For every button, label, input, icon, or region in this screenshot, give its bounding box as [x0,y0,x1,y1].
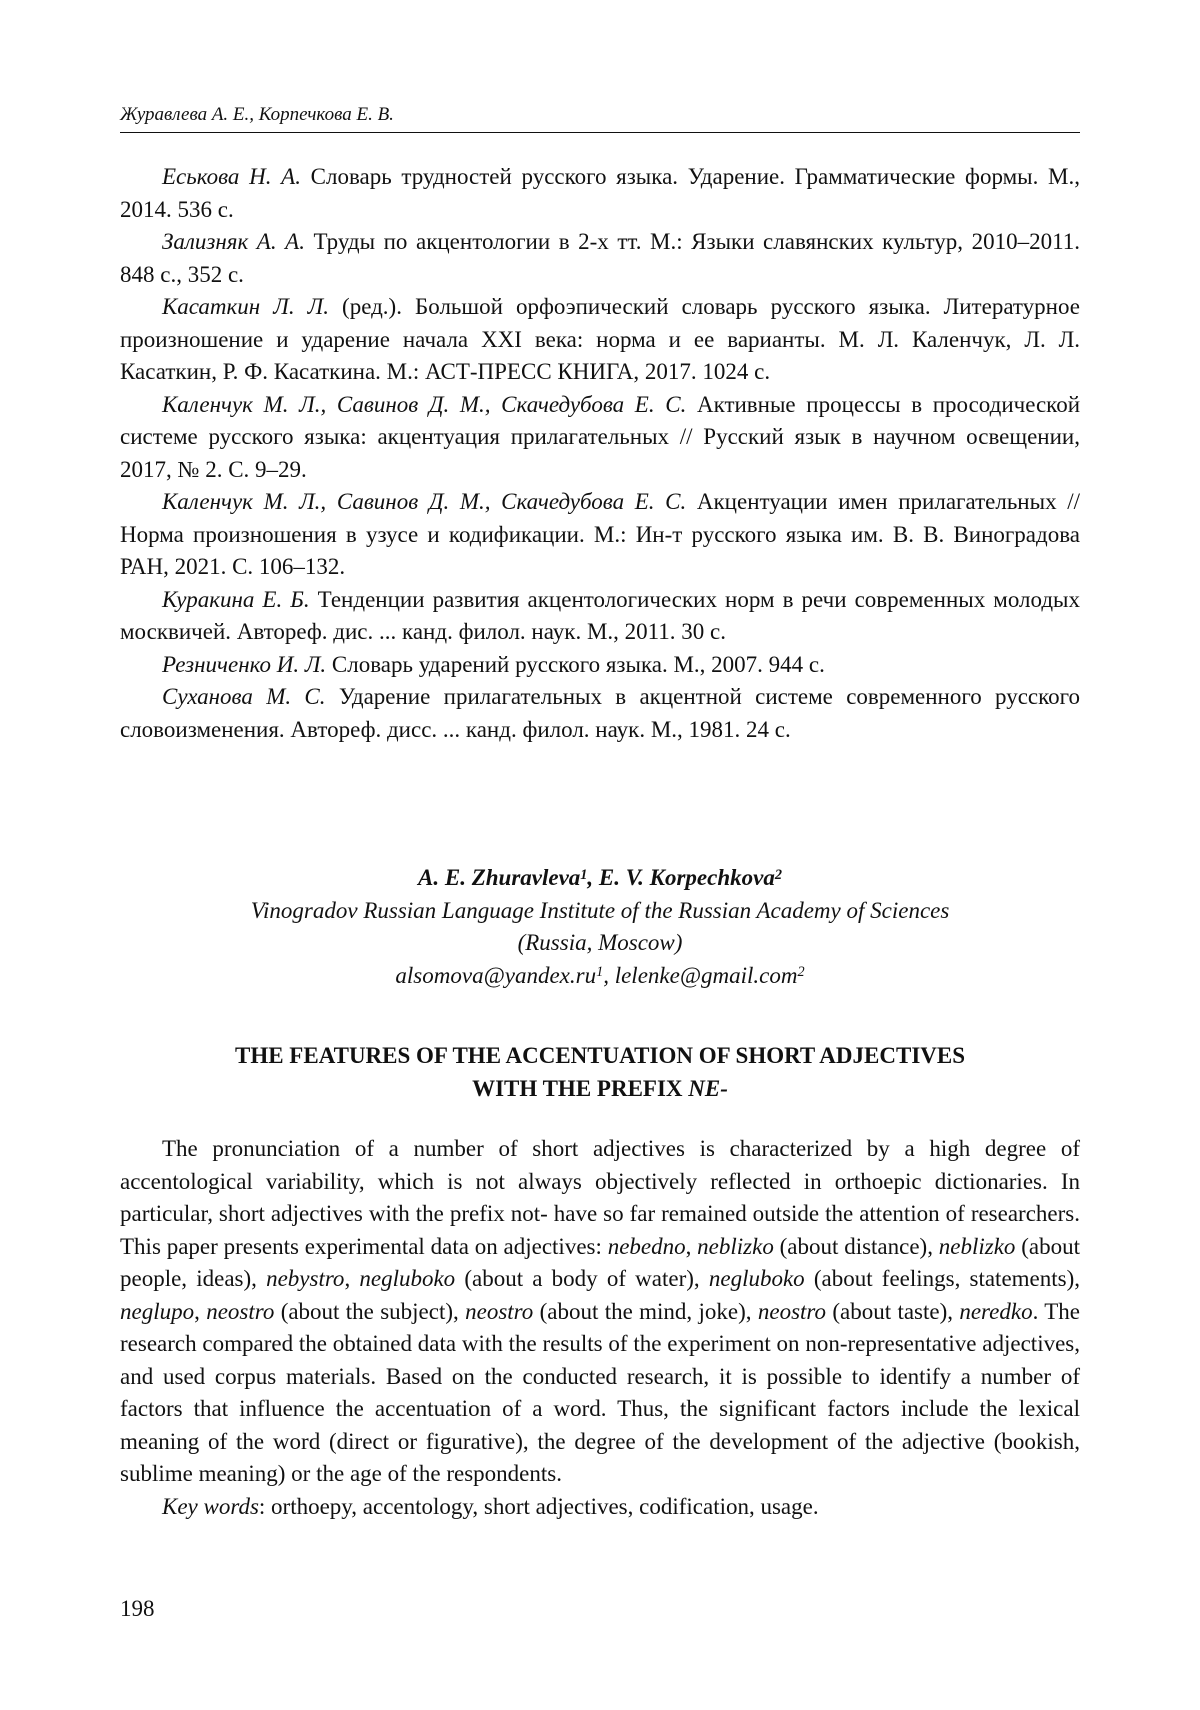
abstract-text: , [194,1298,207,1324]
title-line-1: THE FEATURES OF THE ACCENTUATION OF SHORT ADJECTIVES [234,1043,966,1068]
reference-item [120,649,1080,682]
reference-item [120,486,1080,584]
reference-text: (ред.). Большой орфоэпический словарь русского языка. Литературное произношение и ударение начала XXI века: норма и ее варианты. М. Л. Каленчук, Л. Л. Касаткин, Р. Ф. Касаткина. М.: АСТ-ПРЕСС КНИГА, 2017. 1024 с. [120,294,1080,384]
abstract-example-word: neostro [757,1298,827,1324]
author-byline [120,862,1080,992]
title-line-2-text: WITH THE PREFIX [472,1075,689,1101]
reference-text: Тенденции развития акцентологических норм в речи современных молодых москвичей. Автореф. дис. ... канд. филол. наук. М., 2011. 30 с. [120,586,1080,644]
abstract-text: (about the mind, joke), [533,1298,758,1324]
abstract-paragraph [120,1133,1080,1491]
abstract-text: (about taste), [826,1298,960,1324]
article-title [120,1040,1080,1105]
reference-author: Куракина Е. Б. [162,586,310,612]
abstract-example-word: neblizko [697,1233,774,1259]
author-name: A. E. Zhuravleva [418,865,581,890]
abstract-example-word: nebedno [607,1233,686,1259]
affiliation: Vinogradov Russian Language Institute of the Russian Academy of Sciences [250,897,950,923]
abstract-example-word: nebystro [266,1266,345,1291]
email-mark: 1 [596,964,604,981]
reference-author: Зализняк А. А. [162,229,305,254]
abstract-text: The pronunciation of a number of short adjectives is characterized by a high degree of accentological variability, which is not always objectively reflected in orthoepic dictionaries. In particular, short adjectives with the prefix not- have so far remained outside the attention of researchers. This paper presents experimental data on adjectives: [120,1136,1080,1259]
reference-text: Словарь ударений русского языка. М., 2007. 944 с. [326,651,825,677]
reference-item [120,161,1080,226]
reference-item [120,389,1080,487]
page-number: 198 [120,1596,155,1621]
abstract-text: (about a body of water), [455,1266,709,1291]
abstract-text: , [685,1233,698,1259]
reference-list [120,161,1080,746]
email-separator: , [603,962,615,988]
author-affiliation-mark: 2 [774,866,782,883]
reference-author: Каленчук М. Л., Савинов Д. М., Скачедубова Е. С. [162,391,687,417]
header-rule [120,132,1080,133]
reference-item [120,584,1080,649]
title-line-2 [120,1073,1080,1106]
reference-author: Суханова М. С. [162,684,326,709]
reference-text: Словарь трудностей русского языка. Ударение. Грамматические формы. М., 2014. 536 с. [120,164,1080,222]
abstract-text: (about distance), [773,1233,939,1259]
reference-text: Труды по акцентологии в 2-х тт. М.: Языки славянских культур, 2010–2011. 848 с., 352 с. [120,229,1080,287]
reference-item [120,681,1080,746]
author-emails [120,960,1080,993]
abstract-text: (about people, ideas), [120,1233,1081,1291]
reference-author: Касаткин Л. Л. [162,294,329,319]
abstract-text: (about the subject), [274,1298,466,1324]
abstract-text: (about feelings, statements), [804,1266,1081,1291]
reference-author: Каленчук М. Л., Савинов Д. М., Скачедубова Е. С. [162,489,687,514]
abstract-text: , [344,1266,360,1291]
author-name: E. V. Korpechkova [598,865,775,890]
abstract-example-word: neblizko [938,1233,1016,1259]
keywords-text: : orthoepy, accentology, short adjectives, codification, usage. [258,1493,819,1519]
reference-author: Резниченко И. Л. [162,651,327,677]
author-separator: , [587,865,599,890]
abstract-text: . The research compared the obtained data with the results of the experiment on non-representative adjectives, and used corpus materials. Based on the conducted research, it is possible to identify a number of factors that influence the accentuation of a word. Thus, the significant factors include the lexical meaning of the word (direct or figurative), the degree of the development of the adjective (bookish, sublime meaning) or the age of the respondents. [120,1298,1081,1486]
email-address: alsomova@yandex.ru [395,962,597,988]
email-mark: 2 [797,964,805,981]
author-names [120,862,1080,895]
abstract-example-word: neredko [959,1298,1033,1324]
reference-item [120,226,1080,291]
keywords-label: Key words [162,1493,259,1519]
reference-text: Акцентуации имен прилагательных // Норма произношения в узусе и кодификации. М.: Ин-т русского языка им. В. В. Виноградова РАН, 2021. С. 106–132. [120,489,1080,579]
reference-text: Активные процессы в просодической системе русского языка: акцентуация прилагательных // Русский язык в научном освещении, 2017, № 2. С. 9–29. [120,391,1080,482]
email-address: lelenke@gmail.com [614,962,798,988]
reference-item [120,291,1080,389]
running-head: Журавлева А. Е., Корпечкова Е. В. [120,104,394,125]
abstract [120,1133,1080,1523]
abstract-example-word: negluboko [708,1266,805,1291]
reference-text: Ударение прилагательных в акцентной системе современного русского словоизменения. Автореф. дисс. ... канд. филол. наук. М., 1981. 24 с. [120,684,1080,742]
abstract-example-word: neostro [206,1298,275,1324]
keywords [120,1491,1080,1524]
affiliation-location: (Russia, Moscow) [517,930,683,955]
title-prefix: NE- [688,1075,728,1101]
abstract-example-word: neglupo [120,1298,195,1324]
author-affiliation-mark: 1 [580,866,588,883]
abstract-example-word: neostro [465,1298,534,1324]
abstract-example-word: negluboko [359,1266,456,1291]
reference-author: Еськова Н. А. [162,164,301,189]
